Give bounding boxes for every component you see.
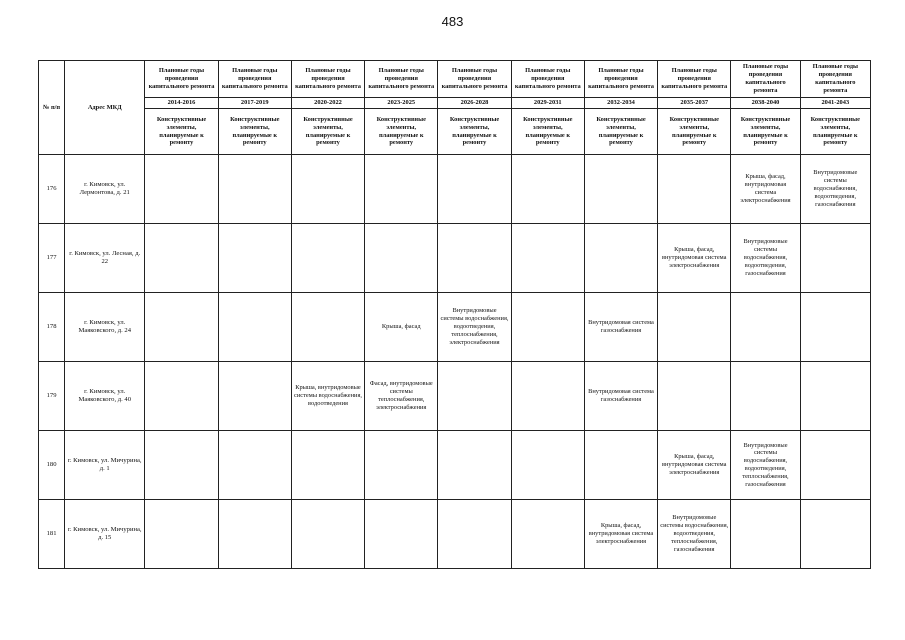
table-cell	[291, 500, 364, 569]
table-cell	[145, 500, 218, 569]
row-address: г. Кимовск, ул. Маяковского, д. 24	[65, 293, 145, 362]
table-cell	[145, 224, 218, 293]
table-cell	[731, 293, 800, 362]
table-cell: Крыша, фасад, внутридомовая система электроснабжения	[658, 431, 731, 500]
table-cell	[511, 431, 584, 500]
row-address: г. Кимовск, ул. Лесная, д. 22	[65, 224, 145, 293]
table-row	[39, 293, 871, 362]
elements-header: Конструктивные элементы, планируемые к ремонту	[511, 109, 584, 155]
row-number: 178	[39, 293, 65, 362]
table-cell	[584, 155, 657, 224]
table-cell	[438, 431, 511, 500]
table-cell	[218, 224, 291, 293]
table-cell	[800, 431, 870, 500]
table-cell	[365, 155, 438, 224]
table-cell	[584, 431, 657, 500]
period-years: 2020-2022	[291, 98, 364, 109]
table-cell	[511, 500, 584, 569]
repair-schedule-table	[38, 60, 871, 569]
table-cell	[291, 155, 364, 224]
period-title: Плановые годы проведения капитального ремонта	[218, 61, 291, 98]
table-cell	[511, 155, 584, 224]
period-years: 2041-2043	[800, 98, 870, 109]
table-cell	[800, 500, 870, 569]
row-address: г. Кимовск, ул. Мичурина, д. 15	[65, 500, 145, 569]
table-cell	[438, 224, 511, 293]
table-cell: Фасад, внутридомовые системы теплоснабжения, электроснабжения	[365, 362, 438, 431]
table-cell	[658, 362, 731, 431]
table-row	[39, 224, 871, 293]
table-cell: Внутридомовая система газоснабжения	[584, 362, 657, 431]
table-cell	[145, 431, 218, 500]
table-cell	[511, 224, 584, 293]
table-cell: Внутридомовые системы водоснабжения, водоотведения, теплоснабжения, газоснабжения	[658, 500, 731, 569]
period-years: 2038-2040	[731, 98, 800, 109]
row-number: 181	[39, 500, 65, 569]
elements-header: Конструктивные элементы, планируемые к ремонту	[291, 109, 364, 155]
table-cell	[365, 500, 438, 569]
table-row	[39, 155, 871, 224]
table-cell	[218, 500, 291, 569]
table-cell	[218, 431, 291, 500]
table-cell	[511, 293, 584, 362]
period-years: 2032-2034	[584, 98, 657, 109]
table-cell	[145, 362, 218, 431]
period-title: Плановые годы проведения капитального ремонта	[145, 61, 218, 98]
elements-header: Конструктивные элементы, планируемые к ремонту	[731, 109, 800, 155]
table-cell: Крыша, внутридомовые системы водоснабжения, водоотведения	[291, 362, 364, 431]
period-years: 2035-2037	[658, 98, 731, 109]
table-cell: Внутридомовые системы водоснабжения, водоотведения, газоснабжения	[800, 155, 870, 224]
table-cell	[218, 362, 291, 431]
table-cell	[438, 362, 511, 431]
table-cell: Внутридомовые системы водоснабжения, водоотведения, газоснабжения	[731, 224, 800, 293]
table-cell	[145, 293, 218, 362]
table-cell: Внутридомовая система газоснабжения	[584, 293, 657, 362]
table-cell	[658, 293, 731, 362]
elements-header: Конструктивные элементы, планируемые к ремонту	[438, 109, 511, 155]
table-cell	[731, 500, 800, 569]
table-header	[39, 61, 871, 155]
period-title: Плановые годы проведения капитального ремонта	[800, 61, 870, 98]
table-cell: Крыша, фасад, внутридомовая система электроснабжения	[584, 500, 657, 569]
elements-header: Конструктивные элементы, планируемые к ремонту	[658, 109, 731, 155]
period-years: 2026-2028	[438, 98, 511, 109]
period-title: Плановые годы проведения капитального ремонта	[291, 61, 364, 98]
table-cell	[291, 224, 364, 293]
table-cell	[365, 224, 438, 293]
address-header: Адрес МКД	[65, 61, 145, 155]
table-cell	[365, 431, 438, 500]
elements-header: Конструктивные элементы, планируемые к ремонту	[365, 109, 438, 155]
period-title: Плановые годы проведения капитального ремонта	[584, 61, 657, 98]
period-title: Плановые годы проведения капитального ремонта	[438, 61, 511, 98]
period-years: 2017-2019	[218, 98, 291, 109]
elements-header: Конструктивные элементы, планируемые к ремонту	[584, 109, 657, 155]
table-cell: Крыша, фасад, внутридомовая система электроснабжения	[731, 155, 800, 224]
page-number: 483	[441, 14, 464, 29]
elements-header: Конструктивные элементы, планируемые к ремонту	[218, 109, 291, 155]
table-cell: Крыша, фасад	[365, 293, 438, 362]
period-title: Плановые годы проведения капитального ремонта	[511, 61, 584, 98]
period-title: Плановые годы проведения капитального ремонта	[658, 61, 731, 98]
table-cell	[511, 362, 584, 431]
table-cell	[800, 362, 870, 431]
table-row	[39, 431, 871, 500]
table-row	[39, 500, 871, 569]
table-cell	[218, 155, 291, 224]
period-years: 2014-2016	[145, 98, 218, 109]
period-title: Плановые годы проведения капитального ремонта	[365, 61, 438, 98]
table-row	[39, 362, 871, 431]
elements-header: Конструктивные элементы, планируемые к ремонту	[800, 109, 870, 155]
row-number: 179	[39, 362, 65, 431]
row-address: г. Кимовск, ул. Лермонтова, д. 21	[65, 155, 145, 224]
row-number: 180	[39, 431, 65, 500]
period-title: Плановые годы проведения капитального ремонта	[731, 61, 800, 98]
period-years: 2029-2031	[511, 98, 584, 109]
table-cell	[800, 224, 870, 293]
table-cell	[800, 293, 870, 362]
row-number: 176	[39, 155, 65, 224]
table-body	[39, 155, 871, 569]
period-years: 2023-2025	[365, 98, 438, 109]
table-cell	[218, 293, 291, 362]
table-cell	[658, 155, 731, 224]
row-address: г. Кимовск, ул. Маяковского, д. 40	[65, 362, 145, 431]
table-cell	[145, 155, 218, 224]
table-cell: Внутридомовые системы водоснабжения, водоотведения, теплоснабжения, электроснабжения	[438, 293, 511, 362]
num-header: № п/п	[39, 61, 65, 155]
table-cell: Крыша, фасад, внутридомовая система электроснабжения	[658, 224, 731, 293]
table-cell: Внутридомовые системы водоснабжения, водоотведения, теплоснабжения, газоснабжения	[731, 431, 800, 500]
table-cell	[584, 224, 657, 293]
table-cell	[291, 431, 364, 500]
table-cell	[438, 500, 511, 569]
row-address: г. Кимовск, ул. Мичурина, д. 1	[65, 431, 145, 500]
elements-header: Конструктивные элементы, планируемые к ремонту	[145, 109, 218, 155]
table-cell	[291, 293, 364, 362]
table-cell	[731, 362, 800, 431]
table-cell	[438, 155, 511, 224]
row-number: 177	[39, 224, 65, 293]
